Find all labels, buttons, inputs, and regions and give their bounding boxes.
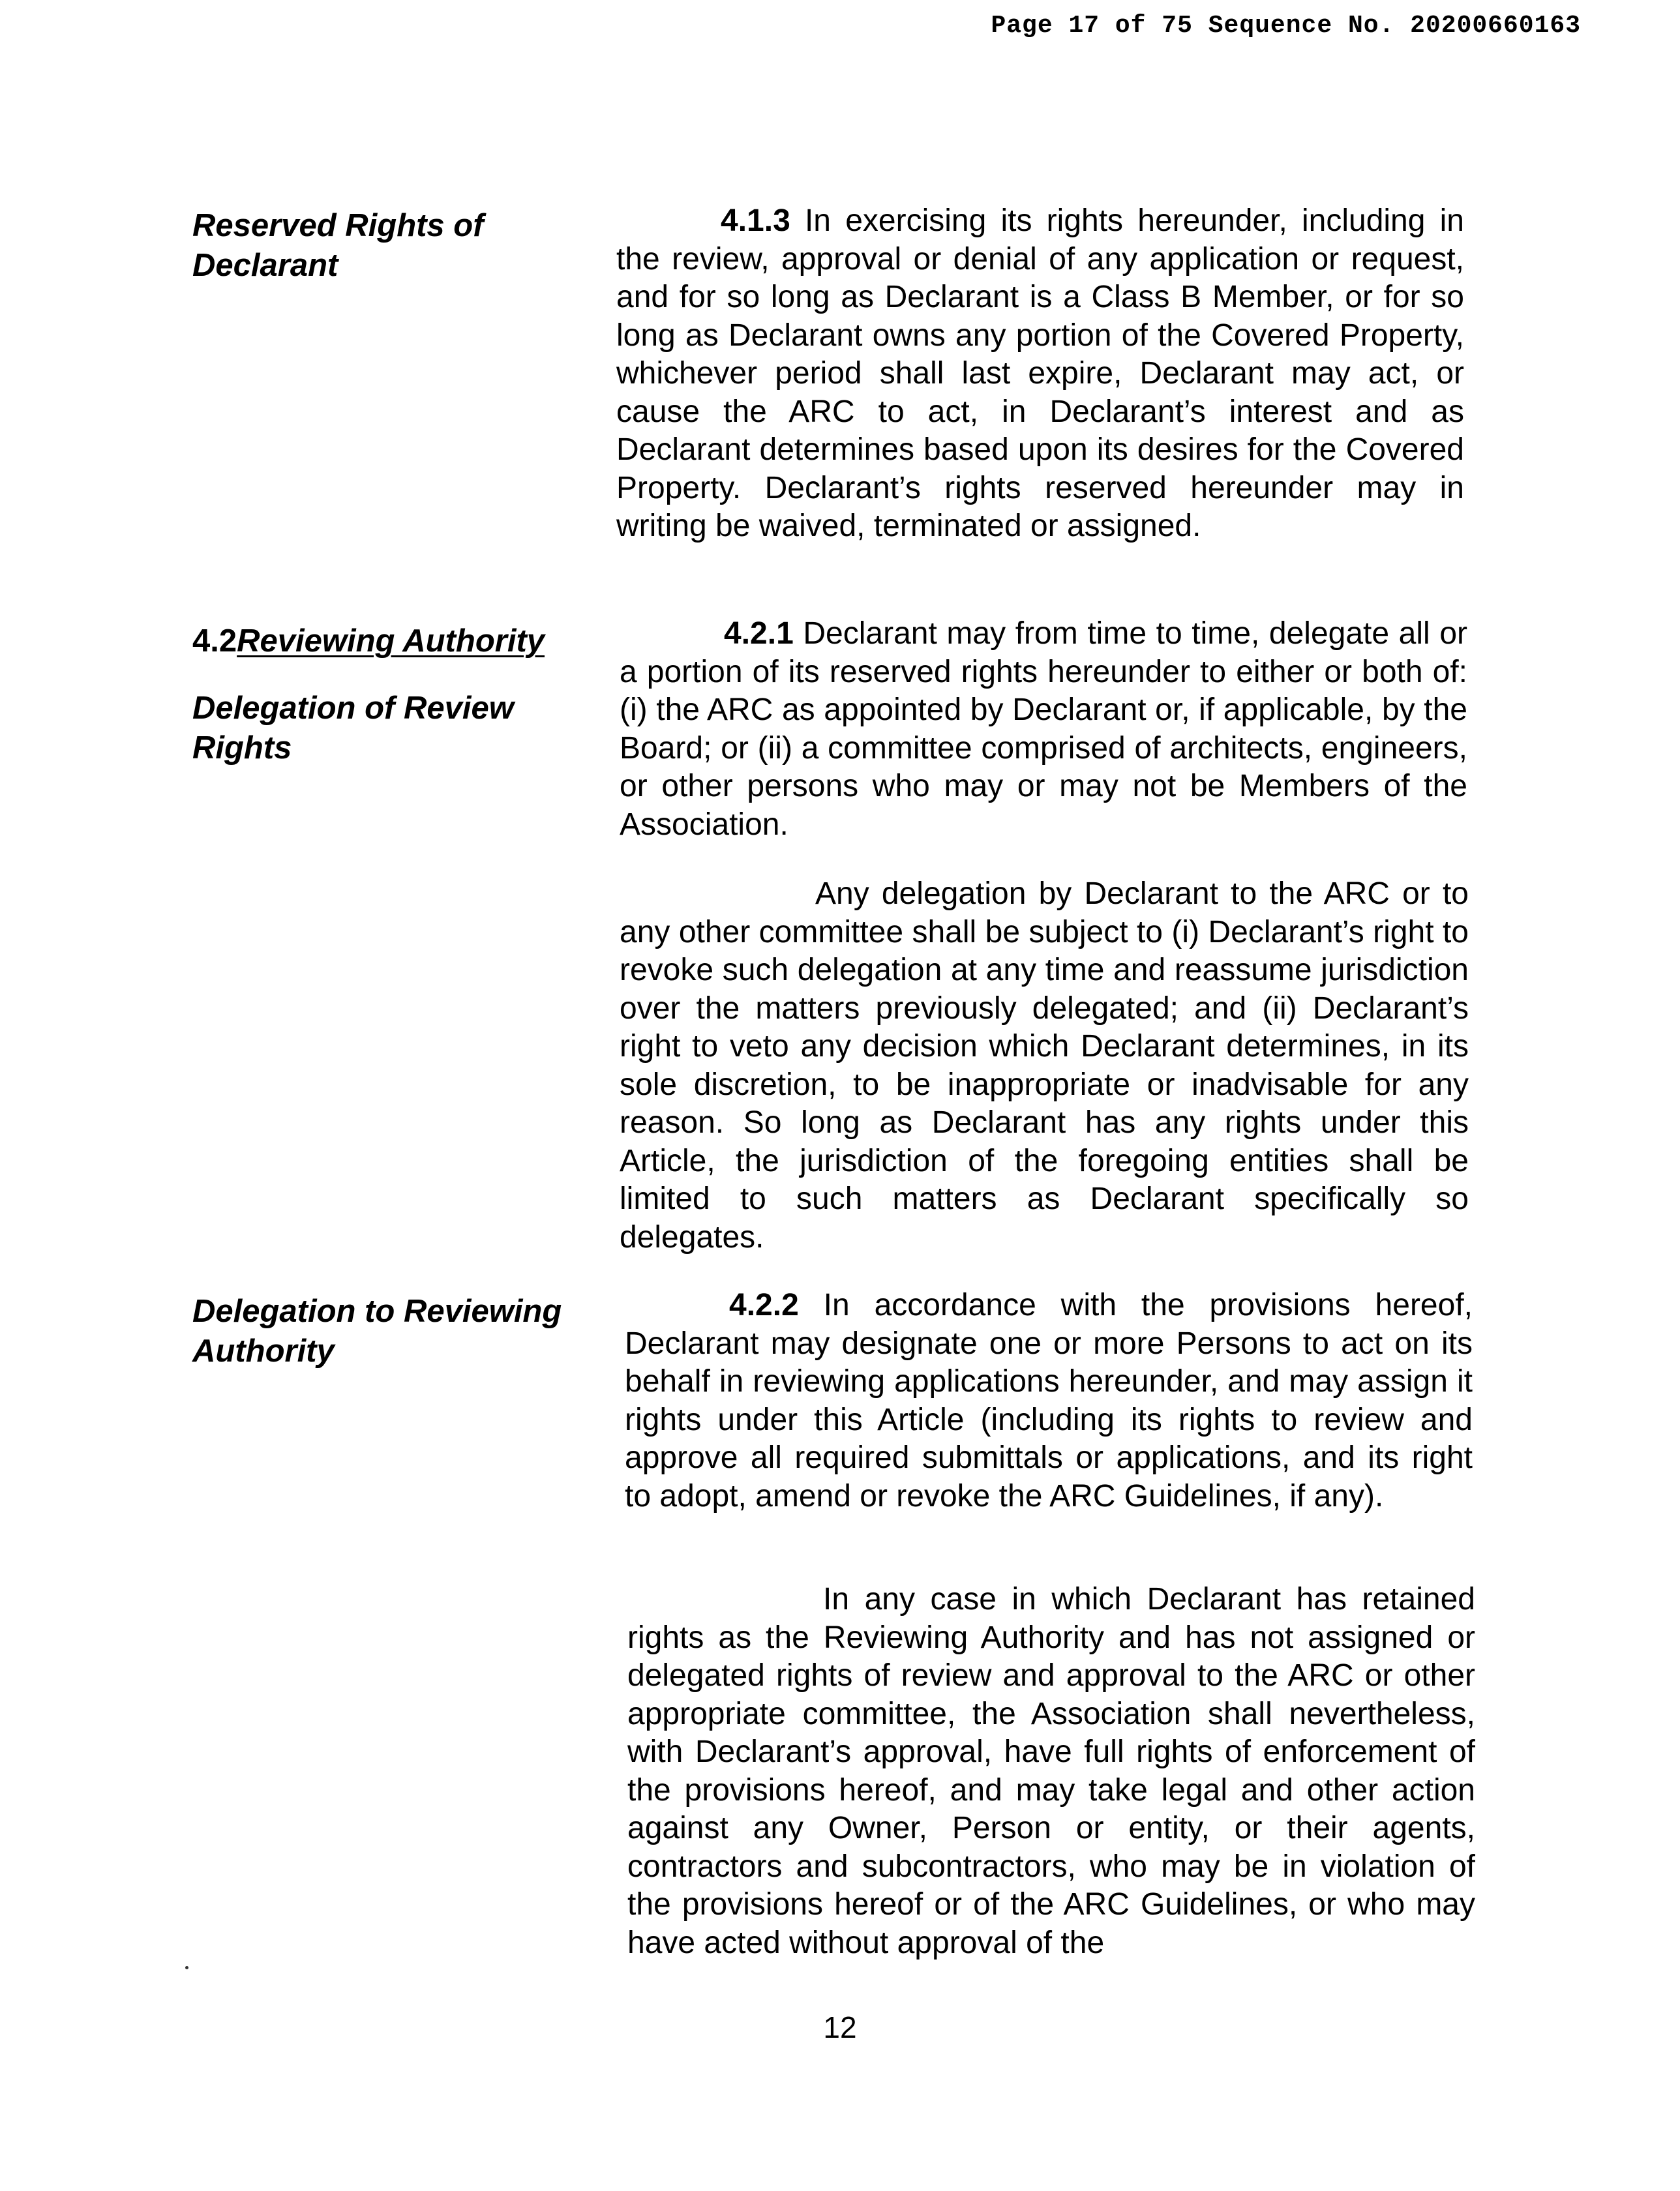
section-title-reviewing-authority: Reviewing Authority: [237, 623, 545, 659]
paragraph-4-2-2: [625, 1287, 1473, 1515]
section-number-4-2: 4.2: [192, 623, 237, 659]
paragraph-4-2-1-text: Declarant may from time to time, delegate all or a portion of its reserved rights hereunder to either or both of: (i) the ARC as appointed by Declarant or, if applicable, by the Board; or (ii) a committee comprised of architects, engineers, or other persons who may or may not be Members of the Association.: [620, 616, 1467, 842]
scan-speck: [185, 1966, 188, 1969]
section-number-4-1-3: 4.1.3: [721, 203, 790, 238]
page-header: Page 17 of 75 Sequence No. 20200660163: [991, 12, 1581, 40]
paragraph-4-1-3-text: In exercising its rights hereunder, including in the review, approval or denial of any application or request, and for so long as Declarant is a Class B Member, or for so long as Declarant owns any portion of the Covered Property, whichever period shall last expire, Declarant may act, or cause the ARC to act, in Declarant’s interest and as Declarant determines based upon its desires for the Covered Property. Declarant’s rights reserved hereunder may in writing be waived, terminated or assigned.: [616, 203, 1464, 543]
paragraph-4-2-1-continuation: [620, 875, 1469, 1257]
side-heading-delegation-authority: Delegation to Reviewing Authority: [192, 1294, 562, 1369]
side-heading-delegation-review: Delegation of Review Rights: [192, 691, 514, 766]
side-heading-reserved-rights: Reserved Rights of Declarant: [192, 208, 484, 283]
section-number-4-2-1: 4.2.1: [724, 616, 794, 651]
paragraph-4-2-2-text: In accordance with the provisions hereof, Declarant may designate one or more Persons to act on its behalf in reviewing applications hereunder, and may assign it rights under this Article (including its rights to review and approve all required submittals or applications, and its right to adopt, amend or revoke the ARC Guidelines, if any).: [625, 1288, 1473, 1513]
section-number-4-2-2: 4.2.2: [729, 1288, 799, 1322]
paragraph-4-2-2-continuation-text: In any case in which Declarant has retained rights as the Reviewing Authority and has not assigned or delegated rights of review and approval to the ARC or other appropriate committee, the Association shall nevertheless, with Declarant’s approval, have full rights of enforcement of the provisions hereof, and may take legal and other action against any Owner, Person or entity, or their agents, contractors and subcontractors, who may be in violation of the provisions hereof or of the ARC Guidelines, or who may have acted without approval of the: [627, 1582, 1475, 1960]
section-heading-4-2: [192, 621, 610, 661]
paragraph-4-2-2-continuation: [627, 1581, 1475, 1962]
paragraph-4-1-3: [616, 202, 1464, 546]
paragraph-4-2-1: [620, 615, 1467, 844]
paragraph-4-2-1-continuation-text: Any delegation by Declarant to the ARC or to any other committee shall be subject to (i) Declarant’s right to revoke such delegation at any time and reassume jurisdiction over the matters previously delegated; and (ii) Declarant’s right to veto any decision which Declarant determines, in its sole discretion, to be inappropriate or inadvisable for any reason. So long as Declarant has any rights under this Article, the jurisdiction of the foregoing entities shall be limited to such matters as Declarant specifically so delegates.: [620, 876, 1469, 1255]
page-number: 12: [823, 2010, 857, 2044]
